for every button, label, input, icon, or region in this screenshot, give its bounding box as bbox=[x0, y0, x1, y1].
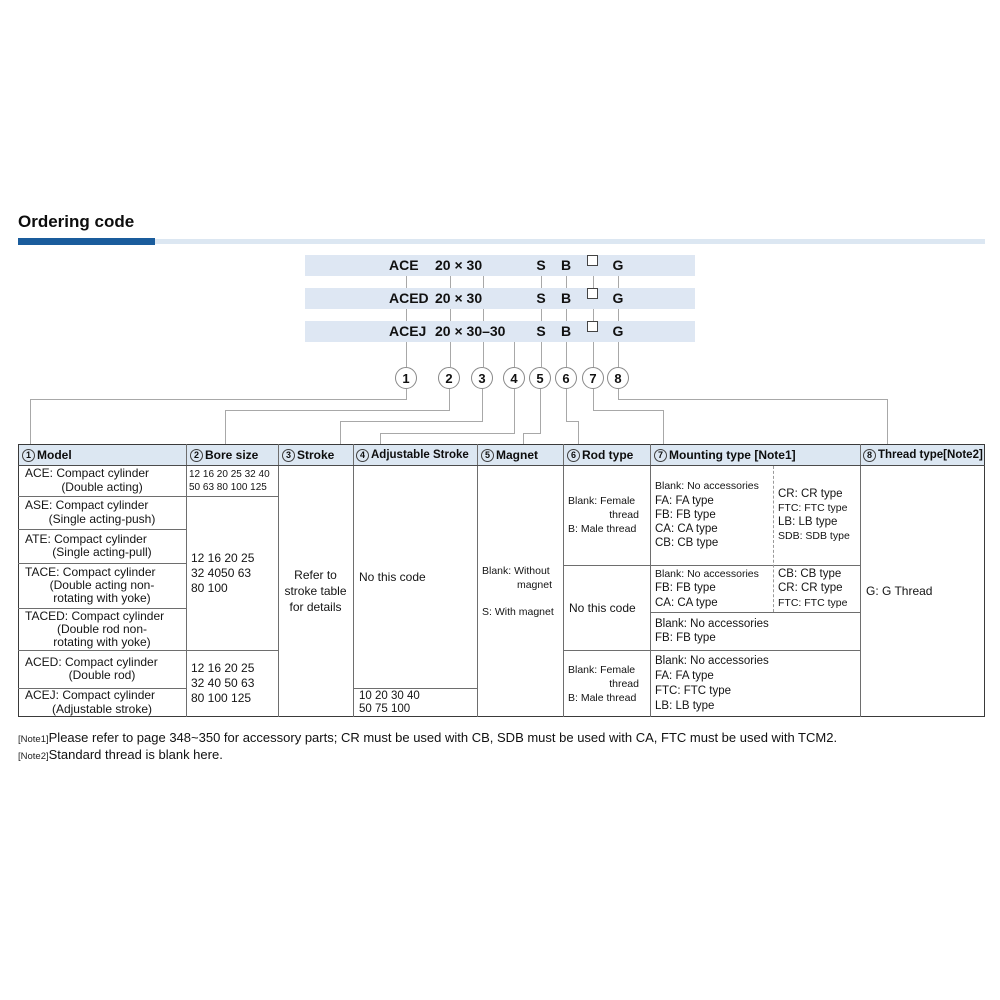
circled-number-icon: 7 bbox=[654, 449, 667, 462]
mounting-cell-4: Blank: No accessories FA: FA type FTC: FTC type LB: LB type bbox=[655, 654, 769, 712]
connector-line bbox=[482, 389, 483, 421]
thread-type-cell: G: G Thread bbox=[866, 584, 933, 598]
connector-line bbox=[449, 389, 450, 410]
magnet-cell: Blank: Without magnet S: With magnet bbox=[482, 564, 554, 618]
connector-line bbox=[380, 433, 381, 444]
note-tag: [Note1] bbox=[18, 734, 49, 745]
rod-type-cell-top: Blank: Female thread B: Male thread bbox=[568, 495, 639, 535]
connector-line bbox=[887, 399, 888, 444]
code-thread: G bbox=[612, 290, 624, 306]
circled-number-icon: 8 bbox=[863, 449, 876, 462]
code-model: ACEJ bbox=[389, 323, 427, 339]
connector-line bbox=[541, 342, 542, 367]
connector-line bbox=[593, 389, 594, 410]
bore-cell-ace: 12 16 20 25 32 40 50 63 80 100 125 bbox=[189, 468, 270, 493]
connector-line bbox=[541, 276, 542, 288]
connector-line bbox=[30, 399, 407, 400]
stroke-cell: Refer to stroke table for details bbox=[284, 568, 347, 614]
col-header-stroke bbox=[282, 445, 334, 465]
page-title: Ordering code bbox=[18, 212, 135, 231]
position-marker-2: 2 bbox=[438, 367, 460, 389]
connector-line bbox=[523, 433, 541, 434]
connector-line bbox=[578, 421, 579, 444]
connector-line bbox=[593, 342, 594, 367]
col-header-label: Rod type bbox=[582, 448, 634, 462]
code-thread: G bbox=[612, 257, 624, 273]
connector-line bbox=[483, 309, 484, 321]
note-tag: [Note2] bbox=[18, 751, 49, 762]
note-text: Please refer to page 348~350 for accessory parts; CR must be used with CB, SDB must be used with CA, FTC must be used with TCM2. bbox=[48, 730, 838, 745]
bore-cell-middle: 12 16 20 25 32 4050 63 80 100 bbox=[191, 550, 255, 595]
code-magnet: S bbox=[536, 323, 546, 339]
connector-line bbox=[618, 309, 619, 321]
code-size: 20 × 30–30 bbox=[435, 323, 506, 339]
code-rod: B bbox=[560, 257, 572, 273]
model-cell-tace: TACE: Compact cylinder (Double acting non- rotating with yoke) bbox=[25, 565, 156, 605]
col-header-thread-type bbox=[863, 445, 983, 465]
adjustable-stroke-values-cell: 10 20 30 40 50 75 100 bbox=[359, 689, 420, 715]
model-cell-ace: ACE: Compact cylinder (Double acting) bbox=[25, 466, 150, 494]
model-cell-aced: ACED: Compact cylinder (Double rod) bbox=[25, 654, 158, 682]
connector-line bbox=[663, 410, 664, 444]
connector-line bbox=[483, 342, 484, 367]
col-header-rod-type bbox=[567, 445, 633, 465]
code-model: ACE bbox=[389, 257, 419, 273]
position-marker-8: 8 bbox=[607, 367, 629, 389]
circled-number-icon: 2 bbox=[190, 449, 203, 462]
bore-cell-bottom: 12 16 20 25 32 40 50 63 80 100 125 bbox=[191, 661, 255, 705]
blank-box-icon bbox=[587, 321, 598, 332]
col-header-magnet bbox=[481, 445, 538, 465]
connector-line bbox=[541, 309, 542, 321]
mounting-cell-2-right: CB: CB type CR: CR type FTC: FTC type bbox=[778, 568, 848, 609]
connector-line bbox=[380, 433, 515, 434]
code-bar-aced bbox=[305, 288, 695, 309]
code-bar-ace bbox=[305, 255, 695, 276]
adjustable-stroke-none-cell: No this code bbox=[359, 569, 426, 584]
code-thread: G bbox=[612, 323, 624, 339]
position-marker-6: 6 bbox=[555, 367, 577, 389]
col-header-label: Model bbox=[37, 448, 72, 462]
position-marker-4: 4 bbox=[503, 367, 525, 389]
connector-line bbox=[406, 342, 407, 367]
col-header-mounting-type bbox=[654, 445, 796, 465]
connector-line bbox=[225, 410, 450, 411]
col-header-label: Mounting type [Note1] bbox=[669, 448, 796, 462]
connector-line bbox=[514, 389, 515, 433]
position-marker-3: 3 bbox=[471, 367, 493, 389]
col-header-label: Bore size bbox=[205, 448, 259, 462]
connector-line bbox=[566, 276, 567, 288]
col-header-label: Magnet bbox=[496, 448, 538, 462]
col-header-label: Thread type[Note2] bbox=[878, 449, 983, 461]
circled-number-icon: 4 bbox=[356, 449, 369, 462]
col-header-label: Adjustable Stroke bbox=[371, 449, 469, 461]
connector-line bbox=[618, 389, 619, 399]
blank-box-icon bbox=[587, 288, 598, 299]
note-1 bbox=[18, 729, 837, 747]
code-rod: B bbox=[560, 323, 572, 339]
connector-line bbox=[406, 309, 407, 321]
mounting-cell-3: Blank: No accessories FB: FB type bbox=[655, 617, 769, 644]
circled-number-icon: 3 bbox=[282, 449, 295, 462]
circled-number-icon: 5 bbox=[481, 449, 494, 462]
code-magnet: S bbox=[536, 290, 546, 306]
connector-line bbox=[340, 421, 341, 444]
title-underline-accent bbox=[18, 238, 155, 245]
connector-line bbox=[618, 399, 888, 400]
blank-box-icon bbox=[587, 255, 598, 266]
position-marker-7: 7 bbox=[582, 367, 604, 389]
col-header-label: Stroke bbox=[297, 448, 335, 462]
connector-line bbox=[225, 410, 226, 444]
connector-line bbox=[566, 389, 567, 421]
connector-line bbox=[340, 421, 483, 422]
rod-type-cell-bottom: Blank: Female thread B: Male thread bbox=[568, 663, 639, 704]
connector-line bbox=[406, 276, 407, 288]
col-header-adjustable-stroke bbox=[356, 445, 469, 465]
connector-line bbox=[566, 342, 567, 367]
connector-line bbox=[450, 342, 451, 367]
model-cell-ate: ATE: Compact cylinder (Single acting-pull) bbox=[25, 531, 152, 559]
code-size: 20 × 30 bbox=[435, 257, 483, 273]
title-underline bbox=[155, 239, 985, 244]
connector-line bbox=[450, 276, 451, 288]
code-magnet: S bbox=[536, 257, 546, 273]
model-cell-taced: TACED: Compact cylinder (Double rod non- rotating with yoke) bbox=[25, 608, 165, 649]
col-header-model bbox=[22, 445, 72, 465]
circled-number-icon: 6 bbox=[567, 449, 580, 462]
mounting-cell-1-right: CR: CR type FTC: FTC type LB: LB type SDB: SDB type bbox=[778, 487, 850, 543]
note-text: Standard thread is blank here. bbox=[48, 747, 223, 762]
connector-line bbox=[618, 276, 619, 288]
connector-line bbox=[406, 389, 407, 399]
code-bar-acej bbox=[305, 321, 695, 342]
col-header-bore bbox=[190, 445, 258, 465]
model-cell-acej: ACEJ: Compact cylinder (Adjustable stroke) bbox=[25, 688, 156, 716]
connector-line bbox=[483, 276, 484, 288]
mounting-cell-2-left: Blank: No accessories FB: FB type CA: CA type bbox=[655, 568, 759, 609]
connector-line bbox=[593, 410, 664, 411]
position-marker-5: 5 bbox=[529, 367, 551, 389]
connector-line bbox=[566, 309, 567, 321]
connector-line bbox=[30, 399, 31, 444]
connector-line bbox=[593, 276, 594, 288]
circled-number-icon: 1 bbox=[22, 449, 35, 462]
code-rod: B bbox=[560, 290, 572, 306]
connector-line bbox=[618, 342, 619, 367]
rod-type-cell-none: No this code bbox=[569, 600, 636, 615]
mounting-cell-1-left: Blank: No accessories FA: FA type FB: FB type CA: CA type CB: CB type bbox=[655, 480, 759, 550]
code-model: ACED bbox=[389, 290, 429, 306]
connector-line bbox=[514, 342, 515, 367]
connector-line bbox=[450, 309, 451, 321]
connector-line bbox=[540, 389, 541, 433]
position-marker-1: 1 bbox=[395, 367, 417, 389]
code-size: 20 × 30 bbox=[435, 290, 483, 306]
note-2 bbox=[18, 746, 223, 764]
connector-line bbox=[523, 433, 524, 444]
model-cell-ase: ASE: Compact cylinder (Single acting-push) bbox=[25, 498, 156, 526]
connector-line bbox=[593, 309, 594, 321]
